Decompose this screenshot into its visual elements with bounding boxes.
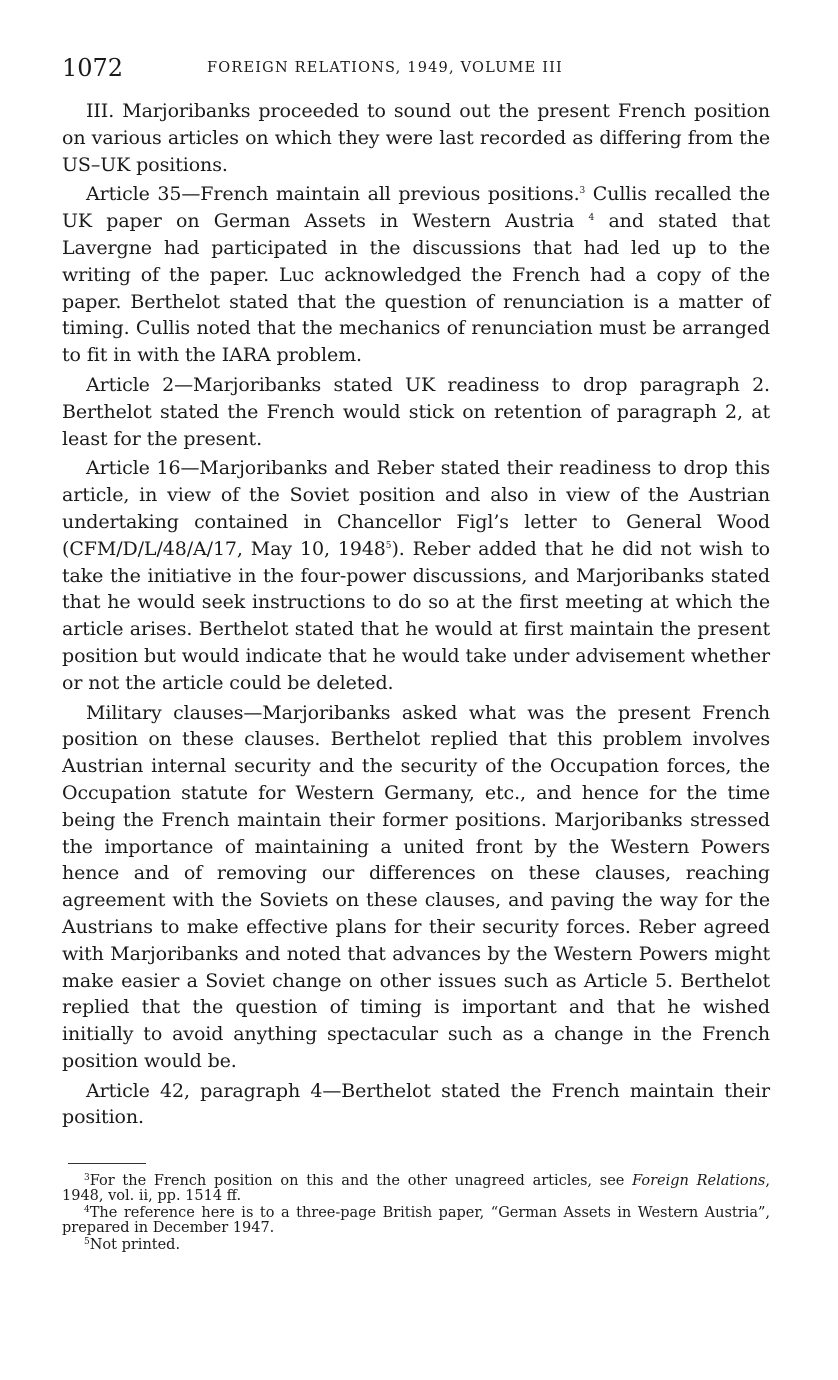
footnotes — [62, 1174, 770, 1253]
footnote-ref-4: 4 — [588, 213, 595, 224]
footnote-ref-3: 3 — [579, 186, 586, 197]
paragraph-article-2: Article 2—Marjoribanks stated UK readiness to drop paragraph 2. Berthelot stated the French would stick on retention of paragraph 2, at least for the present. — [62, 373, 770, 450]
paragraph-military-clauses: Military clauses—Marjoribanks asked what was the present French position on these clauses. Berthelot replied that this problem involves Austrian internal security and the security of the Occupation forces, the Occupation statute for Western Germany, etc., and hence for the time being the French maintain their former positions. Marjoribanks stressed the importance of maintaining a united front by the Western Powers hence and of removing our differences on these clauses, reaching agreement with the Soviets on these clauses, and paving the way for the Austrians to make effective plans for their security forces. Reber agreed with Marjoribanks and noted that advances by the Western Powers might make easier a Soviet change on other issues such as Article 5. Berthelot replied that the question of timing is important and that he wished initially to avoid anything spectacular such as a change in the French position would be. — [62, 701, 770, 1072]
paragraph-article-35: Article 35—French maintain all previous positions.$^3$ Cullis recalled the UK paper on German Assets in Western Austria $^4$ and stated that Lavergne had participated in the discussions that had led up to the writing of the paper. Luc acknowledged the French had a copy of the paper. Berthelot stated that the question of renunciation is a matter of timing. Cullis noted that the mechanics of renunciation must be arranged to fit in with the IARA problem. — [62, 183, 770, 367]
footnote-5: $^5$Not printed. — [84, 1237, 181, 1254]
footnote-4: $^4$The reference here is to a three-page British paper, “German Assets in Western Austria”, prepared in December 1947. — [62, 1205, 770, 1237]
page-header — [62, 52, 770, 90]
page-number: 1072 — [62, 54, 124, 82]
footnote-divider — [68, 1163, 146, 1164]
footnote-3: $^3$For the French position on this and the other unagreed articles, see Foreign Relations, 1948, vol. ii, pp. 1514 ff. — [62, 1173, 770, 1205]
document-page — [62, 52, 770, 1255]
body-text — [62, 98, 770, 1131]
running-title: FOREIGN RELATIONS, 1949, VOLUME III — [207, 60, 563, 76]
paragraph-iii: III. Marjoribanks proceeded to sound out the present French position on various articles on which they were last recorded as differing from the US–UK positions. — [62, 100, 770, 176]
paragraph-article-16: Article 16—Marjoribanks and Reber stated their readiness to drop this article, in view of the Soviet position and also in view of the Austrian undertaking contained in Chancellor Figl’s letter to General Wood (CFM/D/L/48/A/17, May 10, 1948$^5$). Reber added that he did not wish to take the initiative in the four-power discussions, and Marjoribanks stated that he would seek instructions to do so at the first meeting at which the article arises. Berthelot stated that he would at first maintain the present position but would indicate that he would take under advisement whether or not the article could be deleted. — [62, 457, 771, 694]
footnote-ref-5: 5 — [385, 540, 392, 551]
paragraph-article-42: Article 42, paragraph 4—Berthelot stated the French maintain their position. — [62, 1079, 770, 1129]
